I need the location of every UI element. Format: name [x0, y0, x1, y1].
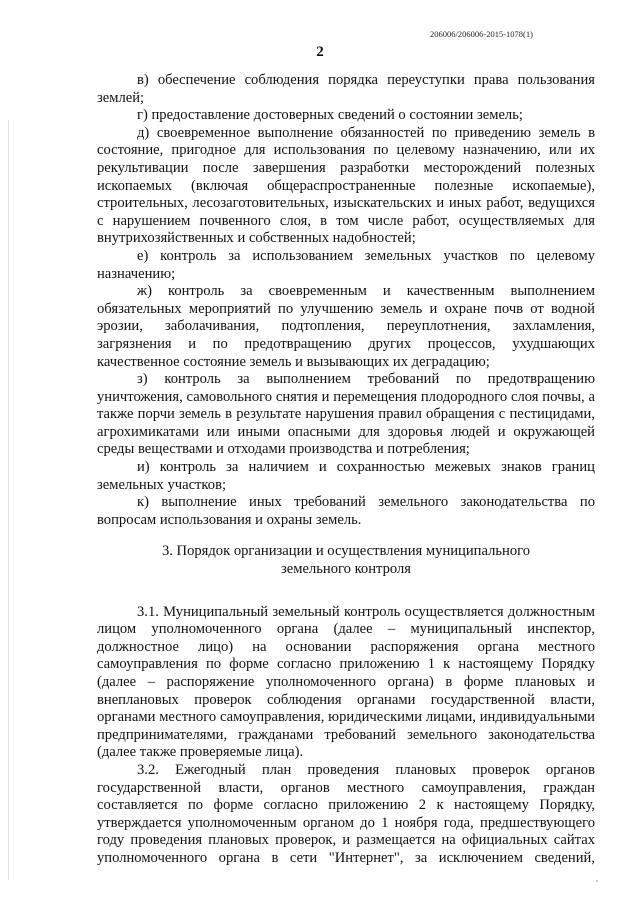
- paragraph-e: е) контроль за использованием земельных участков по целевому назначению;: [97, 247, 595, 282]
- document-body: [97, 72, 595, 868]
- paragraph-3-2: 3.2. Ежегодный план проведения плановых проверок органов государственной власти, органов местного самоуправления, граждан составляется по форме согласно приложению 2 к настоящему Порядку, утверждается уполномоченным органом до 1 ноября года, предшествующего году проведения плановых проверок, и размещается на официальных сайтах уполномоченного органа в сети "Интернет", за исключением сведений,: [97, 761, 595, 866]
- paragraph-v: в) обеспечение соблюдения порядка переуступки права пользования землей;: [97, 72, 595, 106]
- document-reference-number: 206006/206006-2015-1078(1): [430, 29, 533, 39]
- paragraph-zh: ж) контроль за своевременным и качественным выполнением обязательных мероприятий по улучшению земель и охране почв от водной эрозии, заболачивания, подтопления, переуплотнения, захламления, загрязнения и по предотвращению других процессов, ухудшающих качественное состояние земель и вызывающих их деградацию;: [97, 283, 595, 370]
- paragraph-i: и) контроль за наличием и сохранностью межевых знаков границ земельных участков;: [97, 459, 595, 493]
- paragraph-g: г) предоставление достоверных сведений о состоянии земель;: [137, 107, 523, 124]
- scan-edge-line: [8, 120, 9, 880]
- section-heading: [97, 543, 595, 578]
- paragraph-3-1: 3.1. Муниципальный земельный контроль осуществляется должностным лицом уполномоченного органа (далее – муниципальный инспектор, должностное лицо) на основании распоряжения органа местного самоуправления по форме согласно приложению 1 к настоящему Порядку (далее – распоряжение уполномоченного органа) в форме плановых и внеплановых проверок соблюдения органами государственной власти, органами местного самоуправления, юридическими лицами, индивидуальными предпринимателями, гражданами требований земельного законодательства (далее также проверяемые лица).: [97, 603, 595, 761]
- section-heading-line-1: 3. Порядок организации и осуществления муниципального: [161, 543, 531, 560]
- paragraph-d: д) своевременное выполнение обязанностей по приведению земель в состояние, пригодное для использования по целевому назначению, или их рекультивации после завершения разработки месторождений полезных ископаемых (включая общераспространенные полезные ископаемые), строительных, лесозаготовительных, изыскательских и иных работ, ведущихся с нарушением почвенного слоя, в том числе работ, осуществляемых для внутрихозяйственных и собственных надобностей;: [97, 124, 595, 247]
- page-number: 2: [316, 44, 324, 60]
- paragraph-z: з) контроль за выполнением требований по предотвращению уничтожения, самовольного снятия и перемещения плодородного слоя почвы, а также порчи земель в результате нарушения правил обращения с пестицидами, агрохимикатами или иными опасными для здоровья людей и окружающей среды веществами и отходами производства и потребления;: [97, 371, 595, 458]
- scan-speck: [596, 880, 598, 882]
- paragraph-k: к) выполнение иных требований земельного законодательства по вопросам использования и охраны земель.: [97, 494, 595, 528]
- section-heading-line-2: земельного контроля: [281, 561, 411, 578]
